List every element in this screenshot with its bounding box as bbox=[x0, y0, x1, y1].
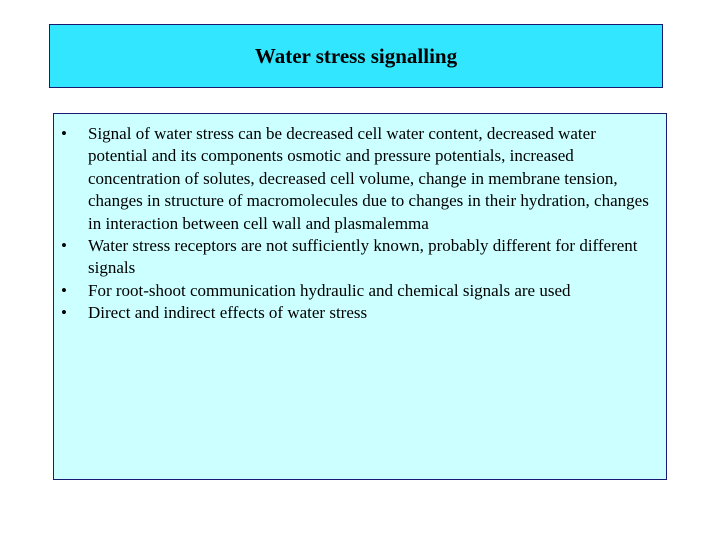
bullet-text: Direct and indirect effects of water stress bbox=[88, 303, 368, 323]
bullet-item bbox=[54, 235, 658, 280]
bullet-icon: • bbox=[61, 303, 67, 323]
bullet-text: For root-shoot communication hydraulic and chemical signals are used bbox=[88, 280, 571, 300]
title-box bbox=[49, 24, 663, 88]
slide-title: Water stress signalling bbox=[254, 43, 458, 68]
content-box bbox=[53, 113, 667, 480]
bullet-item bbox=[54, 280, 658, 302]
bullet-text: Water stress receptors are not sufficiently known, probably different for different signals bbox=[88, 236, 638, 278]
bullet-item bbox=[54, 302, 658, 324]
bullet-icon: • bbox=[61, 236, 67, 256]
bullet-text: Signal of water stress can be decreased cell water content, decreased water potential and its components osmotic and pressure potentials, increased concentration of solutes, decreased cell volume, change in membrane tension, changes in structure of macromolecules due to changes in their hydration, changes in interaction between cell wall and plasmalemma bbox=[88, 124, 649, 233]
bullet-list bbox=[54, 114, 666, 325]
bullet-icon: • bbox=[61, 280, 67, 300]
bullet-item bbox=[54, 123, 658, 235]
bullet-icon: • bbox=[61, 124, 67, 143]
